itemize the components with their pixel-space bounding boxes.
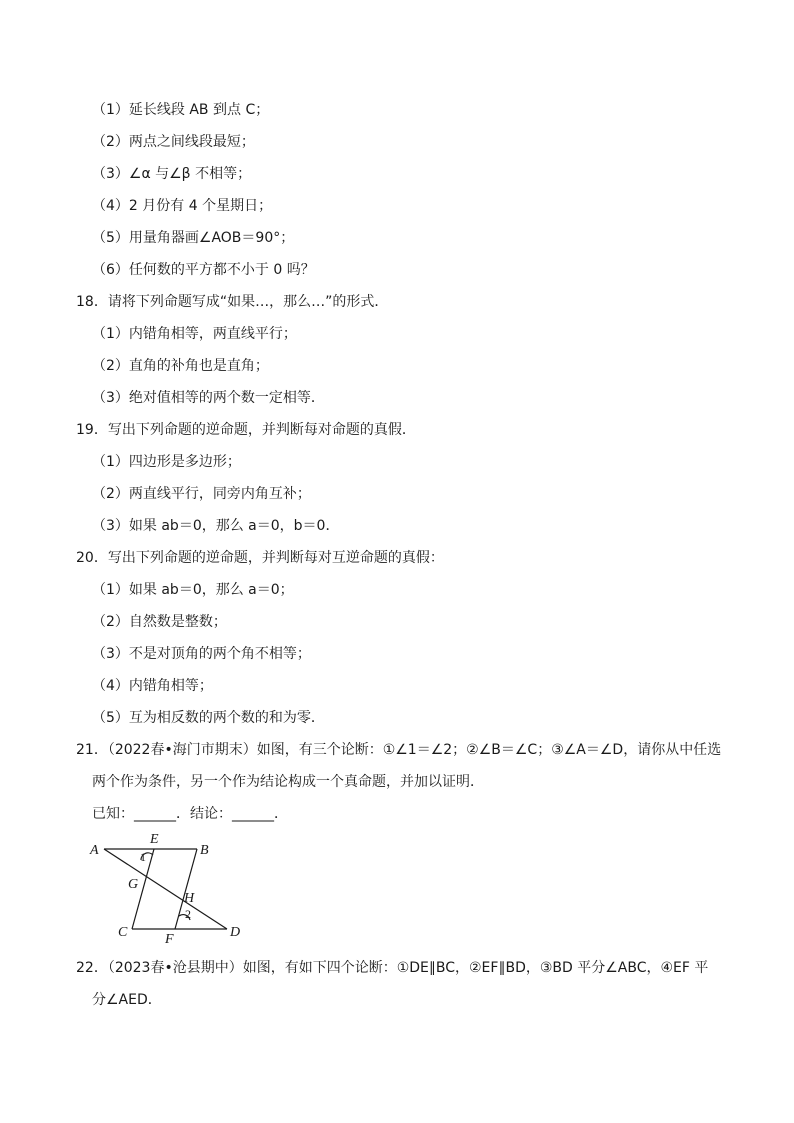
text-line-17: （2）自然数是整数； xyxy=(92,614,227,630)
label-angle-2: 2 xyxy=(185,907,191,921)
label-C: C xyxy=(118,925,128,940)
text-line-1: （1）延长线段 AB 到点 C； xyxy=(92,102,270,118)
text-line-4: （4）2 月份有 4 个星期日； xyxy=(92,198,273,214)
question-21: 21．（2022春•海门市期末）如图，有三个论断：①∠1＝∠2；②∠B＝∠C；③∠A＝∠D，请你从中任选 xyxy=(76,742,722,758)
text-line-16: （1）如果 ab＝0，那么 a＝0； xyxy=(92,582,294,598)
question-22-cont: 分∠AED． xyxy=(92,992,162,1008)
text-line-10: （3）绝对值相等的两个数一定相等． xyxy=(92,390,325,406)
text-line-13: （2）两直线平行，同旁内角互补； xyxy=(92,486,311,502)
label-angle-1: 1 xyxy=(140,850,146,864)
text-line-8: （1）内错角相等，两直线平行； xyxy=(92,326,297,342)
label-E: E xyxy=(150,832,159,847)
label-B: B xyxy=(200,843,209,858)
geometry-figure xyxy=(84,830,254,945)
label-D: D xyxy=(230,925,241,940)
text-line-3: （3）∠α 与∠β 不相等； xyxy=(92,166,252,182)
text-line-2: （2）两点之间线段最短； xyxy=(92,134,255,150)
question-21-cont: 两个作为条件，另一个作为结论构成一个真命题，并加以证明． xyxy=(92,774,484,790)
question-18: 18．请将下列命题写成“如果…，那么…”的形式． xyxy=(76,294,389,310)
label-F: F xyxy=(165,932,174,945)
text-line-18: （3）不是对顶角的两个角不相等； xyxy=(92,646,311,662)
text-line-9: （2）直角的补角也是直角； xyxy=(92,358,269,374)
question-20: 20．写出下列命题的逆命题，并判断每对互逆命题的真假： xyxy=(76,550,444,566)
text-line-6: （6）任何数的平方都不小于 0 吗？ xyxy=(92,262,315,278)
text-line-5: （5）用量角器画∠AOB＝90°； xyxy=(92,230,295,246)
question-19: 19．写出下列命题的逆命题，并判断每对命题的真假． xyxy=(76,422,416,438)
question-21-blanks: 已知：______．结论：______． xyxy=(92,806,288,822)
text-line-19: （4）内错角相等； xyxy=(92,678,213,694)
segment-AD xyxy=(104,849,227,929)
text-line-20: （5）互为相反数的两个数的和为零． xyxy=(92,710,325,726)
text-line-14: （3）如果 ab＝0，那么 a＝0，b＝0． xyxy=(92,518,340,534)
label-G: G xyxy=(128,877,139,892)
question-22: 22．（2023春•沧县期中）如图，有如下四个论断：①DE∥BC，②EF∥BD，③BD 平分∠ABC，④EF 平 xyxy=(76,960,709,976)
text-line-12: （1）四边形是多边形； xyxy=(92,454,241,470)
label-A: A xyxy=(90,843,99,858)
label-H: H xyxy=(184,891,195,906)
